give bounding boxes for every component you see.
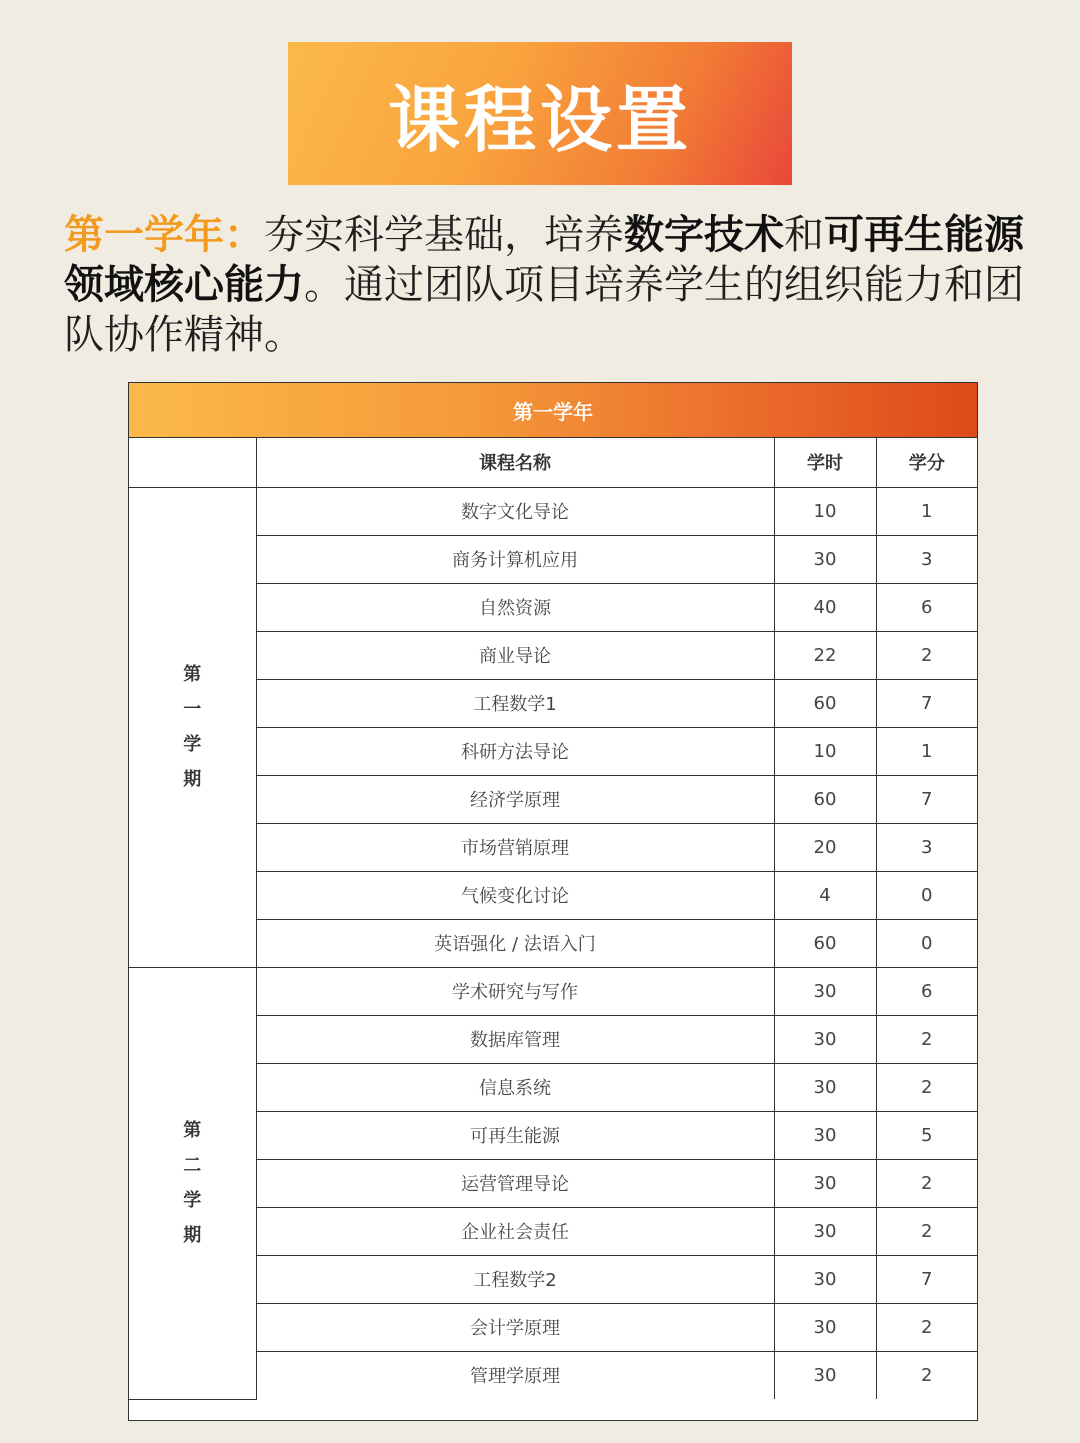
- course-name-cell: 企业社会责任: [256, 1207, 774, 1255]
- table-row: [129, 1207, 977, 1255]
- semester-label-char: 期: [183, 769, 202, 790]
- semester-label-char: 学: [183, 734, 202, 755]
- hours-cell: 60: [774, 679, 876, 727]
- table-row: [129, 679, 977, 727]
- table-row: [129, 1111, 977, 1159]
- intro-paragraph: [64, 210, 1029, 360]
- semester-label-char: 期: [183, 1225, 202, 1246]
- intro-text-2: 和: [784, 212, 824, 258]
- table-row: [129, 1159, 977, 1207]
- hours-cell: 30: [774, 1015, 876, 1063]
- title-banner: [288, 42, 792, 185]
- table-row: [129, 727, 977, 775]
- table-header-row: [129, 438, 977, 487]
- hours-cell: 20: [774, 823, 876, 871]
- course-name-cell: 数据库管理: [256, 1015, 774, 1063]
- credits-cell: 7: [876, 775, 977, 823]
- hours-cell: 30: [774, 967, 876, 1015]
- course-name-cell: 管理学原理: [256, 1351, 774, 1399]
- hours-cell: 10: [774, 727, 876, 775]
- credits-cell: 7: [876, 1255, 977, 1303]
- hours-cell: 30: [774, 1159, 876, 1207]
- hours-cell: 60: [774, 919, 876, 967]
- table-row: [129, 919, 977, 967]
- table-row: [129, 1063, 977, 1111]
- credits-cell: 5: [876, 1111, 977, 1159]
- semester-label-char: 学: [183, 1190, 202, 1211]
- credits-cell: 7: [876, 679, 977, 727]
- header-credits: 学分: [876, 438, 977, 487]
- course-name-cell: 运营管理导论: [256, 1159, 774, 1207]
- course-table-container: [128, 382, 978, 1421]
- credits-cell: 6: [876, 967, 977, 1015]
- table-row: [129, 775, 977, 823]
- table-row: [129, 583, 977, 631]
- semester-label: [129, 967, 256, 1399]
- hours-cell: 30: [774, 1063, 876, 1111]
- table-row: [129, 823, 977, 871]
- hours-cell: 30: [774, 1255, 876, 1303]
- credits-cell: 3: [876, 823, 977, 871]
- hours-cell: 30: [774, 535, 876, 583]
- table-row: [129, 1015, 977, 1063]
- credits-cell: 0: [876, 919, 977, 967]
- hours-cell: 40: [774, 583, 876, 631]
- hours-cell: 30: [774, 1351, 876, 1399]
- credits-cell: 2: [876, 1015, 977, 1063]
- hours-cell: 30: [774, 1303, 876, 1351]
- credits-cell: 2: [876, 1063, 977, 1111]
- credits-cell: 6: [876, 583, 977, 631]
- course-name-cell: 科研方法导论: [256, 727, 774, 775]
- table-row: [129, 967, 977, 1015]
- hours-cell: 22: [774, 631, 876, 679]
- credits-cell: 2: [876, 1303, 977, 1351]
- intro-text-1: 夯实科学基础，培养: [264, 212, 624, 258]
- hours-cell: 4: [774, 871, 876, 919]
- semester-label: [129, 487, 256, 967]
- course-name-cell: 经济学原理: [256, 775, 774, 823]
- header-hours: 学时: [774, 438, 876, 487]
- course-name-cell: 信息系统: [256, 1063, 774, 1111]
- course-name-cell: 商业导论: [256, 631, 774, 679]
- semester-label-char: 第: [183, 664, 202, 685]
- table-row: [129, 1255, 977, 1303]
- course-name-cell: 会计学原理: [256, 1303, 774, 1351]
- course-name-cell: 工程数学2: [256, 1255, 774, 1303]
- credits-cell: 1: [876, 487, 977, 535]
- credits-cell: 0: [876, 871, 977, 919]
- course-name-cell: 学术研究与写作: [256, 967, 774, 1015]
- intro-bold-2: 可再生能源领域核心能力: [64, 212, 1024, 308]
- credits-cell: 1: [876, 727, 977, 775]
- semester-label-char: 第: [183, 1120, 202, 1141]
- credits-cell: 2: [876, 1159, 977, 1207]
- course-name-cell: 气候变化讨论: [256, 871, 774, 919]
- course-table: [129, 438, 977, 1400]
- course-name-cell: 英语强化 / 法语入门: [256, 919, 774, 967]
- hours-cell: 30: [774, 1111, 876, 1159]
- course-name-cell: 自然资源: [256, 583, 774, 631]
- credits-cell: 2: [876, 1207, 977, 1255]
- header-course-name: 课程名称: [256, 438, 774, 487]
- page-title: 课程设置: [387, 77, 692, 162]
- course-name-cell: 市场营销原理: [256, 823, 774, 871]
- intro-text-3: 。通过团队项目培养学生的组织能力和团队协作精神。: [64, 262, 1024, 358]
- credits-cell: 3: [876, 535, 977, 583]
- table-row: [129, 1351, 977, 1399]
- credits-cell: 2: [876, 631, 977, 679]
- course-name-cell: 工程数学1: [256, 679, 774, 727]
- intro-lead: 第一学年：: [64, 212, 264, 258]
- table-row: [129, 871, 977, 919]
- hours-cell: 30: [774, 1207, 876, 1255]
- table-title: 第一学年: [129, 383, 977, 438]
- credits-cell: 2: [876, 1351, 977, 1399]
- course-name-cell: 数字文化导论: [256, 487, 774, 535]
- semester-label-char: 二: [183, 1155, 202, 1176]
- hours-cell: 10: [774, 487, 876, 535]
- semester-label-char: 一: [183, 699, 202, 720]
- table-row: [129, 631, 977, 679]
- table-row: [129, 487, 977, 535]
- table-row: [129, 535, 977, 583]
- hours-cell: 60: [774, 775, 876, 823]
- table-row: [129, 1303, 977, 1351]
- course-name-cell: 可再生能源: [256, 1111, 774, 1159]
- intro-bold-1: 数字技术: [624, 212, 784, 258]
- course-name-cell: 商务计算机应用: [256, 535, 774, 583]
- header-blank: [129, 438, 256, 487]
